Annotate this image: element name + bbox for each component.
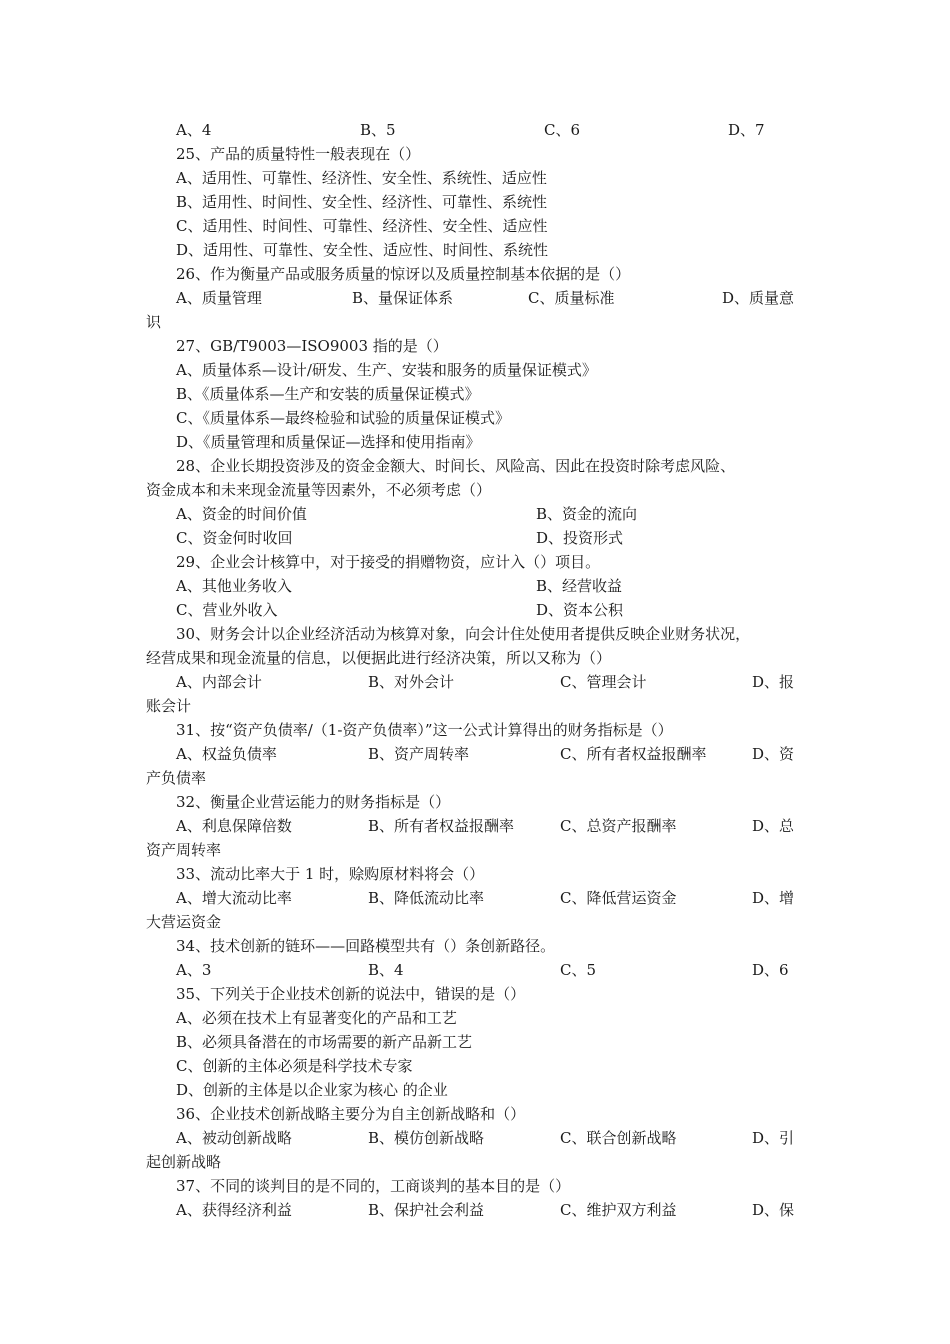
q25-option-a-text: A、适用性、可靠性、经济性、安全性、系统性、适应性 bbox=[176, 169, 547, 187]
q31-wrap-text: 产负债率 bbox=[146, 769, 207, 787]
q34-stem bbox=[146, 934, 806, 958]
q36-options-row bbox=[146, 1126, 806, 1150]
q35-option-c bbox=[146, 1054, 806, 1078]
q27-option-b-text: B、《质量体系—生产和安装的质量保证模式》 bbox=[176, 385, 480, 403]
q24-option-c: C、6 bbox=[544, 121, 581, 139]
q33-option-c: C、降低营运资金 bbox=[560, 889, 677, 907]
q37-option-d: D、保 bbox=[752, 1201, 795, 1219]
q28-options-row-2 bbox=[146, 526, 806, 550]
q25-stem bbox=[146, 142, 806, 166]
q31-stem bbox=[146, 718, 806, 742]
q29-options-row-2 bbox=[146, 598, 806, 622]
q29-option-b: B、经营收益 bbox=[536, 577, 623, 595]
q37-options-row bbox=[146, 1198, 806, 1222]
q35-option-d bbox=[146, 1078, 806, 1102]
q29-option-a: A、其他业务收入 bbox=[176, 577, 292, 595]
q26-options-row bbox=[146, 286, 806, 310]
q33-stem bbox=[146, 862, 806, 886]
q24-option-b: B、5 bbox=[360, 121, 396, 139]
q36-wrap-text: 起创新战略 bbox=[146, 1153, 222, 1171]
q29-option-d: D、资本公积 bbox=[536, 601, 624, 619]
q27-option-c bbox=[146, 406, 806, 430]
q30-options-row bbox=[146, 670, 806, 694]
q26-wrap-text: 识 bbox=[146, 313, 162, 331]
q34-options-row bbox=[146, 958, 806, 982]
q35-stem bbox=[146, 982, 806, 1006]
q25-option-b bbox=[146, 190, 806, 214]
q33-option-a: A、增大流动比率 bbox=[176, 889, 292, 907]
q27-option-a-text: A、质量体系—设计/研发、生产、安装和服务的质量保证模式》 bbox=[176, 361, 597, 379]
q32-wrap-text: 资产周转率 bbox=[146, 841, 222, 859]
q25-option-a bbox=[146, 166, 806, 190]
q29-stem bbox=[146, 550, 806, 574]
q25-option-d-text: D、适用性、可靠性、安全性、适应性、时间性、系统性 bbox=[176, 241, 549, 259]
q36-stem-text: 36、企业技术创新战略主要分为自主创新战略和（） bbox=[176, 1105, 526, 1123]
q30-stem-continued bbox=[146, 646, 806, 670]
q28-options-row-1 bbox=[146, 502, 806, 526]
q37-option-c: C、维护双方利益 bbox=[560, 1201, 677, 1219]
q34-option-d: D、6 bbox=[752, 961, 789, 979]
q26-option-c: C、质量标准 bbox=[528, 289, 615, 307]
q25-option-d bbox=[146, 238, 806, 262]
q28-option-d: D、投资形式 bbox=[536, 529, 624, 547]
q35-option-a-text: A、必须在技术上有显著变化的产品和工艺 bbox=[176, 1009, 457, 1027]
q28-stem-text: 28、企业长期投资涉及的资金金额大、时间长、风险高、因此在投资时除考虑风险、 bbox=[176, 457, 736, 475]
q26-stem bbox=[146, 262, 806, 286]
q36-stem bbox=[146, 1102, 806, 1126]
q28-option-a: A、资金的时间价值 bbox=[176, 505, 307, 523]
q27-option-b bbox=[146, 382, 806, 406]
q34-stem-text: 34、技术创新的链环——回路模型共有（）条创新路径。 bbox=[176, 937, 556, 955]
q31-stem-text: 31、按“资产负债率/（1-资产负债率）”这一公式计算得出的财务指标是（） bbox=[176, 721, 673, 739]
q33-options-row bbox=[146, 886, 806, 910]
q34-option-a: A、3 bbox=[176, 961, 212, 979]
q32-option-a: A、利息保障倍数 bbox=[176, 817, 292, 835]
q27-option-a bbox=[146, 358, 806, 382]
q30-wrap-text: 账会计 bbox=[146, 697, 192, 715]
q36-wrap-line bbox=[146, 1150, 806, 1174]
q27-stem-text: 27、GB/T9003—ISO9003 指的是（） bbox=[176, 337, 448, 355]
q37-option-b: B、保护社会利益 bbox=[368, 1201, 485, 1219]
q37-stem bbox=[146, 1174, 806, 1198]
q30-option-b: B、对外会计 bbox=[368, 673, 455, 691]
q34-option-b: B、4 bbox=[368, 961, 404, 979]
q24-option-d: D、7 bbox=[728, 121, 765, 139]
q34-option-c: C、5 bbox=[560, 961, 597, 979]
q25-option-c-text: C、适用性、时间性、可靠性、经济性、安全性、适应性 bbox=[176, 217, 548, 235]
q37-stem-text: 37、不同的谈判目的是不同的，工商谈判的基本目的是（） bbox=[176, 1177, 571, 1195]
q27-option-c-text: C、《质量体系—最终检验和试验的质量保证模式》 bbox=[176, 409, 510, 427]
q24-options-row bbox=[146, 118, 806, 142]
q26-option-d: D、质量意 bbox=[722, 289, 795, 307]
q30-option-c: C、管理会计 bbox=[560, 673, 647, 691]
q32-option-b: B、所有者权益报酬率 bbox=[368, 817, 515, 835]
q31-option-a: A、权益负债率 bbox=[176, 745, 277, 763]
q33-stem-text: 33、流动比率大于 1 时，赊购原材料将会（） bbox=[176, 865, 485, 883]
q30-stem-cont-text: 经营成果和现金流量的信息，以便据此进行经济决策，所以又称为（） bbox=[146, 649, 612, 667]
q36-option-a: A、被动创新战略 bbox=[176, 1129, 292, 1147]
q26-wrap-line bbox=[146, 310, 806, 334]
q29-stem-text: 29、企业会计核算中，对于接受的捐赠物资，应计入（）项目。 bbox=[176, 553, 601, 571]
q30-option-d: D、报 bbox=[752, 673, 795, 691]
q35-stem-text: 35、下列关于企业技术创新的说法中，错误的是（） bbox=[176, 985, 526, 1003]
q32-stem-text: 32、衡量企业营运能力的财务指标是（） bbox=[176, 793, 451, 811]
q35-option-d-text: D、创新的主体是以企业家为核心 的企业 bbox=[176, 1081, 448, 1099]
q25-stem-text: 25、产品的质量特性一般表现在（） bbox=[176, 145, 421, 163]
q35-option-b-text: B、必须具备潜在的市场需要的新产品新工艺 bbox=[176, 1033, 473, 1051]
q26-option-a: A、质量管理 bbox=[176, 289, 262, 307]
q28-stem-cont-text: 资金成本和未来现金流量等因素外，不必须考虑（） bbox=[146, 481, 492, 499]
q32-option-c: C、总资产报酬率 bbox=[560, 817, 677, 835]
q35-option-c-text: C、创新的主体必须是科学技术专家 bbox=[176, 1057, 413, 1075]
q27-stem bbox=[146, 334, 806, 358]
q32-option-d: D、总 bbox=[752, 817, 795, 835]
q31-option-b: B、资产周转率 bbox=[368, 745, 470, 763]
q25-option-c bbox=[146, 214, 806, 238]
q36-option-d: D、引 bbox=[752, 1129, 795, 1147]
q32-options-row bbox=[146, 814, 806, 838]
q36-option-b: B、模仿创新战略 bbox=[368, 1129, 485, 1147]
q26-option-b: B、量保证体系 bbox=[352, 289, 454, 307]
q30-stem bbox=[146, 622, 806, 646]
q30-stem-text: 30、财务会计以企业经济活动为核算对象，向会计住处使用者提供反映企业财务状况， bbox=[176, 625, 751, 643]
q31-options-row bbox=[146, 742, 806, 766]
q35-option-a bbox=[146, 1006, 806, 1030]
q29-options-row-1 bbox=[146, 574, 806, 598]
q33-option-d: D、增 bbox=[752, 889, 795, 907]
q29-option-c: C、营业外收入 bbox=[176, 601, 278, 619]
q31-option-d: D、资 bbox=[752, 745, 795, 763]
q30-option-a: A、内部会计 bbox=[176, 673, 262, 691]
q24-option-a: A、4 bbox=[176, 121, 212, 139]
q26-stem-text: 26、作为衡量产品或服务质量的惊讶以及质量控制基本依据的是（） bbox=[176, 265, 631, 283]
q28-option-b: B、资金的流向 bbox=[536, 505, 638, 523]
q27-option-d bbox=[146, 430, 806, 454]
q31-option-c: C、所有者权益报酬率 bbox=[560, 745, 707, 763]
q31-wrap-line bbox=[146, 766, 806, 790]
q36-option-c: C、联合创新战略 bbox=[560, 1129, 677, 1147]
q28-option-c: C、资金何时收回 bbox=[176, 529, 293, 547]
q32-stem bbox=[146, 790, 806, 814]
q28-stem bbox=[146, 454, 806, 478]
q33-option-b: B、降低流动比率 bbox=[368, 889, 485, 907]
q32-wrap-line bbox=[146, 838, 806, 862]
q35-option-b bbox=[146, 1030, 806, 1054]
q28-stem-continued bbox=[146, 478, 806, 502]
q27-option-d-text: D、《质量管理和质量保证—选择和使用指南》 bbox=[176, 433, 481, 451]
q33-wrap-line bbox=[146, 910, 806, 934]
q30-wrap-line bbox=[146, 694, 806, 718]
q25-option-b-text: B、适用性、时间性、安全性、经济性、可靠性、系统性 bbox=[176, 193, 548, 211]
q33-wrap-text: 大营运资金 bbox=[146, 913, 222, 931]
q37-option-a: A、获得经济利益 bbox=[176, 1201, 292, 1219]
